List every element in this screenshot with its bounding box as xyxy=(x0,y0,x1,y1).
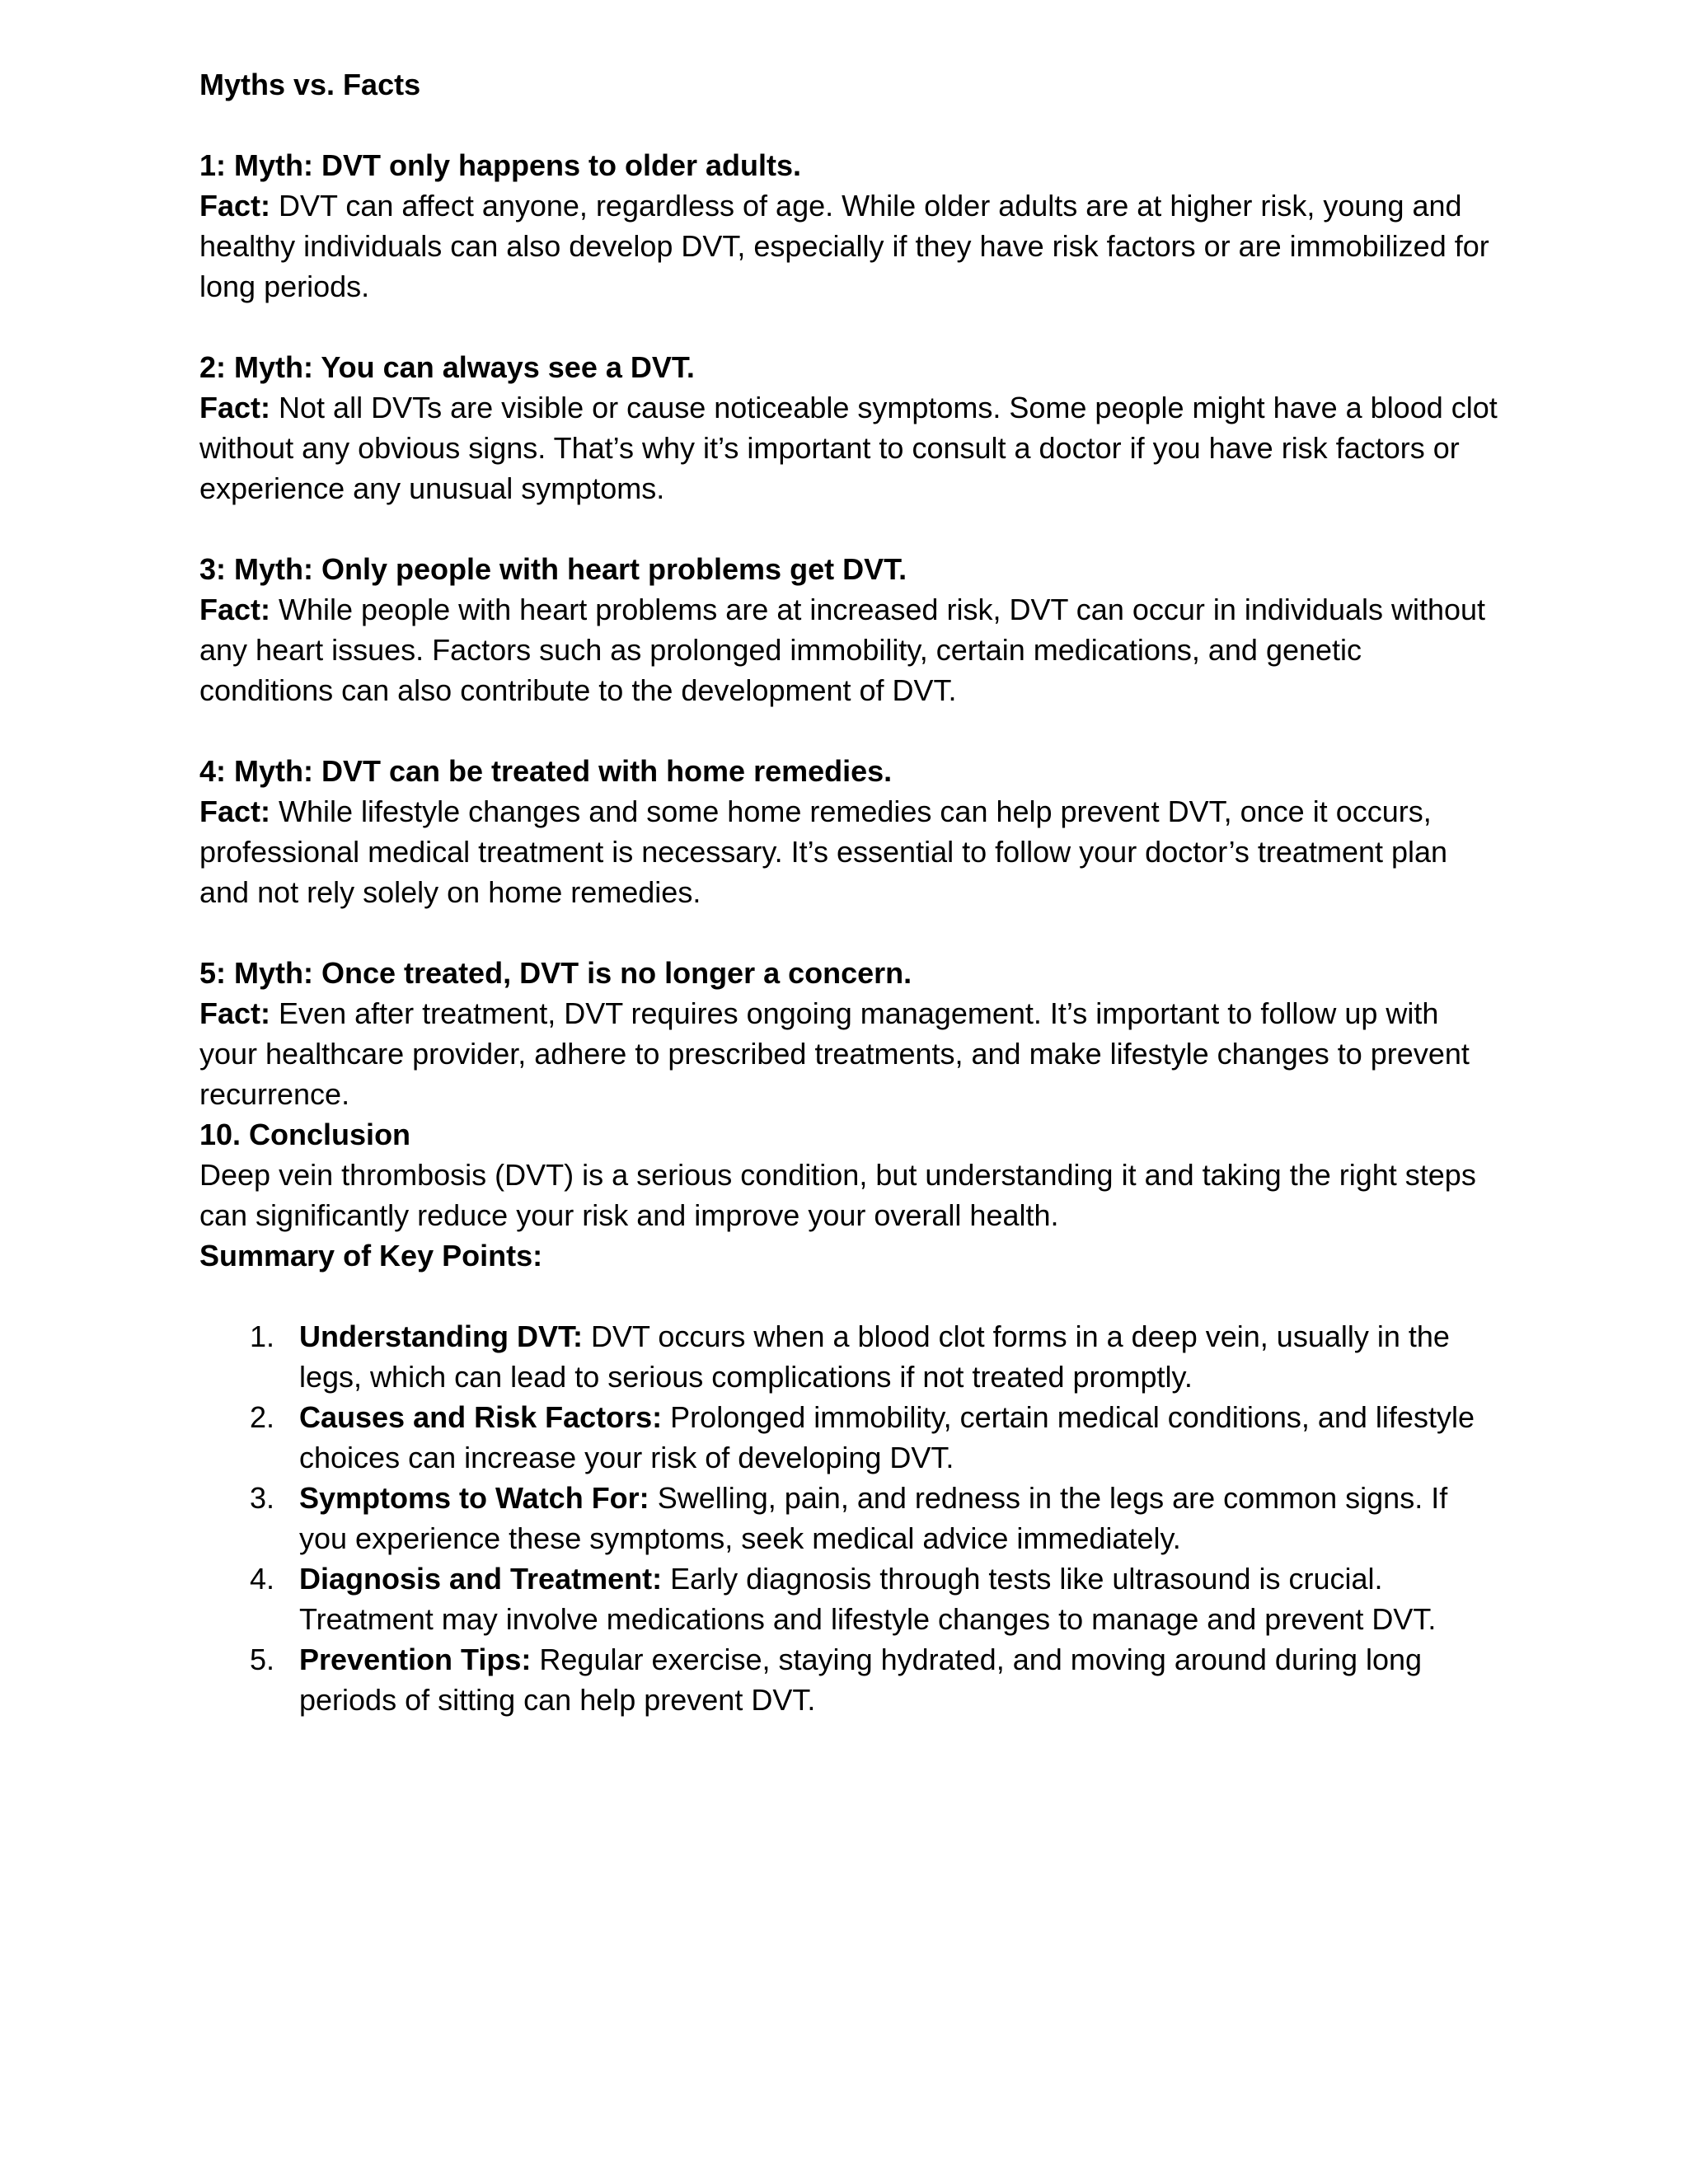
summary-item xyxy=(250,1558,1502,1639)
summary-item xyxy=(250,1478,1502,1558)
myth-item xyxy=(199,145,1502,307)
document-page xyxy=(199,64,1502,1720)
myth-heading: 5: Myth: Once treated, DVT is no longer a concern. xyxy=(199,956,912,990)
myth-item xyxy=(199,953,1502,1114)
fact-label: Fact: xyxy=(199,794,271,828)
summary-item xyxy=(250,1316,1502,1397)
summary-item-text: Early diagnosis through tests like ultrasound is crucial. Treatment may involve medications and lifestyle changes to manage and prevent DVT. xyxy=(299,1562,1437,1636)
fact-text: DVT can affect anyone, regardless of age. While older adults are at higher risk, young and healthy individuals can also develop DVT, especially if they have risk factors or are immobilized for long periods. xyxy=(199,189,1489,303)
myth-heading: 4: Myth: DVT can be treated with home remedies. xyxy=(199,754,893,788)
summary-item xyxy=(250,1639,1502,1720)
myth-heading: 2: Myth: You can always see a DVT. xyxy=(199,350,695,384)
summary-item-number: 2. xyxy=(250,1400,275,1434)
fact-text: Not all DVTs are visible or cause noticeable symptoms. Some people might have a blood clot without any obvious signs. That’s why it’s important to consult a doctor if you have risk factors or experience any unusual symptoms. xyxy=(199,391,1498,505)
fact-text: Even after treatment, DVT requires ongoing management. It’s important to follow up with your healthcare provider, adhere to prescribed treatments, and make lifestyle changes to prevent recurrence. xyxy=(199,996,1470,1111)
fact-paragraph xyxy=(199,993,1502,1114)
myth-heading: 1: Myth: DVT only happens to older adults. xyxy=(199,148,802,182)
summary-item-text: DVT occurs when a blood clot forms in a deep vein, usually in the legs, which can lead to serious complications if not treated promptly. xyxy=(299,1319,1450,1394)
summary-list xyxy=(199,1316,1502,1720)
fact-label: Fact: xyxy=(199,593,271,626)
fact-label: Fact: xyxy=(199,189,271,223)
summary-item-text: Regular exercise, staying hydrated, and moving around during long periods of sitting can help prevent DVT. xyxy=(299,1643,1423,1717)
summary-item-text: Prolonged immobility, certain medical conditions, and lifestyle choices can increase your risk of developing DVT. xyxy=(299,1400,1475,1474)
conclusion-title: 10. Conclusion xyxy=(199,1118,411,1151)
summary-title: Summary of Key Points: xyxy=(199,1239,543,1272)
fact-label: Fact: xyxy=(199,391,271,424)
summary-item-number: 4. xyxy=(250,1562,275,1596)
fact-paragraph xyxy=(199,791,1502,912)
fact-paragraph xyxy=(199,185,1502,307)
summary-item-number: 3. xyxy=(250,1481,275,1515)
myth-item xyxy=(199,751,1502,912)
fact-paragraph xyxy=(199,387,1502,509)
conclusion-text: Deep vein thrombosis (DVT) is a serious condition, but understanding it and taking the right steps can significantly reduce your risk and improve your overall health. xyxy=(199,1158,1476,1232)
summary-item-title: Understanding DVT: xyxy=(299,1319,584,1353)
fact-label: Fact: xyxy=(199,996,271,1030)
summary-item-number: 5. xyxy=(250,1643,275,1676)
summary-item-number: 1. xyxy=(250,1319,275,1353)
section-title: Myths vs. Facts xyxy=(199,68,421,101)
summary-item xyxy=(250,1397,1502,1478)
summary-item-title: Causes and Risk Factors: xyxy=(299,1400,663,1434)
summary-item-title: Symptoms to Watch For: xyxy=(299,1481,649,1515)
summary-item-title: Diagnosis and Treatment: xyxy=(299,1562,663,1596)
summary-item-text: Swelling, pain, and redness in the legs are common signs. If you experience these symptoms, seek medical advice immediately. xyxy=(299,1481,1448,1555)
summary-item-title: Prevention Tips: xyxy=(299,1643,532,1676)
fact-paragraph xyxy=(199,589,1502,710)
fact-text: While lifestyle changes and some home remedies can help prevent DVT, once it occurs, professional medical treatment is necessary. It’s essential to follow your doctor’s treatment plan and not rely solely on home remedies. xyxy=(199,794,1448,909)
myth-item xyxy=(199,347,1502,509)
myth-item xyxy=(199,549,1502,710)
myth-heading: 3: Myth: Only people with heart problems get DVT. xyxy=(199,552,907,586)
fact-text: While people with heart problems are at increased risk, DVT can occur in individuals without any heart issues. Factors such as prolonged immobility, certain medications, and genetic conditions can also contribute to the development of DVT. xyxy=(199,593,1486,707)
